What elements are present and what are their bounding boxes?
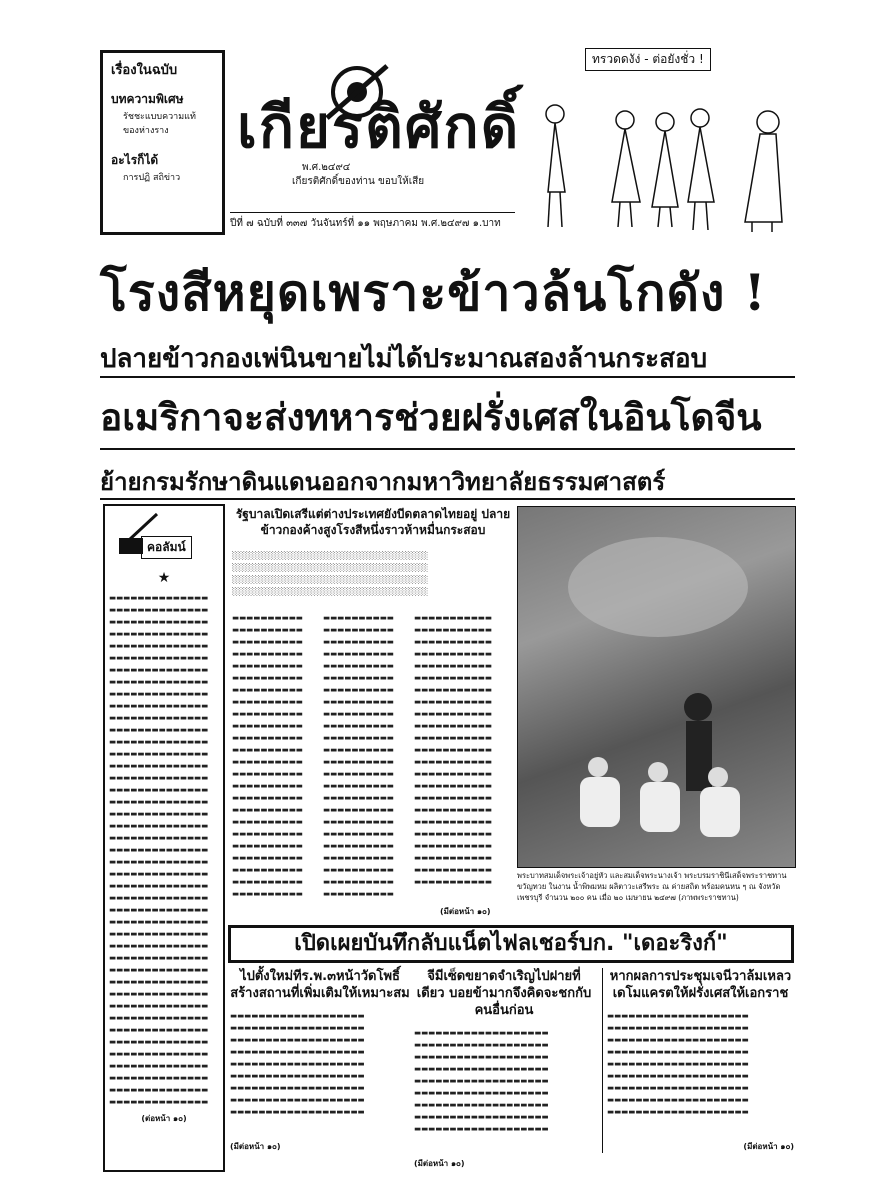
issue-line: ปีที่ ๗ ฉบับที่ ๓๓๗ วันจันทร์ที่ ๑๑ พฤษภาคม พ.ศ.๒๔๙๗ ๑.บาท [230, 212, 515, 231]
bottom-story-3 [602, 968, 794, 1153]
column-continued: (ต่อหน้า ๑๐) [141, 1114, 187, 1123]
bottom-story-2-text: ▬▬▬▬▬▬▬▬▬▬▬▬▬▬▬▬▬▬▬ ▬▬▬▬▬▬▬▬▬▬▬▬▬▬▬▬▬▬▬ ▬▬▬▬▬▬▬▬▬▬▬▬▬▬▬▬▬▬▬ ▬▬▬▬▬▬▬▬▬▬▬▬▬▬▬▬▬▬▬ ▬▬▬▬▬▬▬▬▬▬▬▬▬▬▬▬▬▬▬ ▬▬▬▬▬▬▬▬▬▬▬▬▬▬▬▬▬▬▬ ▬▬▬▬▬▬▬▬▬▬▬▬▬▬▬▬▬▬▬ ▬▬▬▬▬▬▬▬▬▬▬▬▬▬▬▬▬▬▬ ▬▬▬▬▬▬▬▬▬▬▬▬▬▬▬▬▬▬▬ [414, 1028, 549, 1133]
masthead [232, 60, 521, 195]
bottom-story-2 [414, 968, 594, 1170]
third-headline: อเมริกาจะส่งทหารช่วยฝรั่งเศสในอินโดจีน [100, 395, 762, 439]
contents-sub-1a: รัชชะแบบความแท้ [123, 112, 196, 122]
bottom-story-2-continued: (มีต่อหน้า ๑๐) [414, 1159, 465, 1168]
masthead-title: เกียรติศักดิ์ [237, 93, 521, 161]
main-headline: โรงสีหยุดเพราะข้าวล้นโกดัง ! [100, 263, 767, 322]
photo-caption: พระบาทสมเด็จพระเจ้าอยู่หัว และสมเด็จพระนางเจ้า พระบรมราชินีเสด็จพระราชทาน ขวัญทวย ในงาน น้ำพิพมหม ผลิตาวะเสรีพระ ณ ค่ายสถิต พร้อมคนหน ๆ ณ จังหวัดเพชรบุรี จำนวน ๒๐๐ คน เมื่อ ๒๐ เมษายน ๒๔๙๗ (ภาพพระราชทาน) [517, 871, 787, 902]
bottom-banner: เปิดเผยบันทึกลับแน็ตไฟลเชอร์บก. "เดอะริงก์" [228, 925, 794, 963]
cartoon-caption: ทรวดดงัง่ - ต่อยังชั่ว ! [585, 48, 711, 71]
bottom-story-1-headline: ไปตั้งใหม่ทีร.พ.๓หน้าวัดโพธิ์ สร้างสถานที่เพิ่มเติมให้เหมาะสม [230, 969, 410, 1001]
bottom-story-3-continued: (มีต่อหน้า ๑๐) [743, 1142, 794, 1151]
bottom-story-3-headline: หากผลการประชุมเจนีวาล้มเหลว เดโมแครตให้ฝรั่งเศสให้เอกราช [609, 969, 792, 1001]
story-col-1: ▬▬▬▬▬▬▬▬▬▬ ▬▬▬▬▬▬▬▬▬▬ ▬▬▬▬▬▬▬▬▬▬ ▬▬▬▬▬▬▬▬▬▬ ▬▬▬▬▬▬▬▬▬▬ ▬▬▬▬▬▬▬▬▬▬ ▬▬▬▬▬▬▬▬▬▬ ▬▬▬▬▬▬▬▬▬▬ ▬▬▬▬▬▬▬▬▬▬ ▬▬▬▬▬▬▬▬▬▬ ▬▬▬▬▬▬▬▬▬▬ ▬▬▬▬▬▬▬▬▬▬ ▬▬▬▬▬▬▬▬▬▬ ▬▬▬▬▬▬▬▬▬▬ ▬▬▬▬▬▬▬▬▬▬ ▬▬▬▬▬▬▬▬▬▬ ▬▬▬▬▬▬▬▬▬▬ ▬▬▬▬▬▬▬▬▬▬ ▬▬▬▬▬▬▬▬▬▬ ▬▬▬▬▬▬▬▬▬▬ ▬▬▬▬▬▬▬▬▬▬ ▬▬▬▬▬▬▬▬▬▬ ▬▬▬▬▬▬▬▬▬▬ ▬▬▬▬▬▬▬▬▬▬ [232, 613, 303, 898]
divider [100, 498, 795, 500]
contents-sub-2a: การปฏิ สถิข่าว [123, 173, 181, 183]
contents-box [100, 50, 225, 235]
story-col-3: ▬▬▬▬▬▬▬▬▬▬▬ ▬▬▬▬▬▬▬▬▬▬▬ ▬▬▬▬▬▬▬▬▬▬▬ ▬▬▬▬▬▬▬▬▬▬▬ ▬▬▬▬▬▬▬▬▬▬▬ ▬▬▬▬▬▬▬▬▬▬▬ ▬▬▬▬▬▬▬▬▬▬▬ ▬▬▬▬▬▬▬▬▬▬▬ ▬▬▬▬▬▬▬▬▬▬▬ ▬▬▬▬▬▬▬▬▬▬▬ ▬▬▬▬▬▬▬▬▬▬▬ ▬▬▬▬▬▬▬▬▬▬▬ ▬▬▬▬▬▬▬▬▬▬▬ ▬▬▬▬▬▬▬▬▬▬▬ ▬▬▬▬▬▬▬▬▬▬▬ ▬▬▬▬▬▬▬▬▬▬▬ ▬▬▬▬▬▬▬▬▬▬▬ ▬▬▬▬▬▬▬▬▬▬▬ ▬▬▬▬▬▬▬▬▬▬▬ ▬▬▬▬▬▬▬▬▬▬▬ ▬▬▬▬▬▬▬▬▬▬▬ ▬▬▬▬▬▬▬▬▬▬▬ ▬▬▬▬▬▬▬▬▬▬▬ [414, 613, 492, 886]
contents-heading-2: อะไรก็ได้ [111, 153, 159, 167]
column-label: คอลัมน์ [141, 536, 192, 559]
second-headline: ปลายข้าวกองเพ่นินขายไม่ได้ประมาณสองล้านกระสอบ [100, 344, 708, 374]
story-continued: (มีต่อหน้า ๑๐) [440, 907, 491, 916]
royal-photo [517, 506, 796, 868]
story-subhead: รัฐบาลเปิดเสรีแต่ต่างประเทศยังบีดตลาดไทยอยู่ ปลายข้าวกองค้างสูงโรงสีหนึ่งราวห้าหมื่นกระสอบ [235, 507, 511, 537]
contents-heading-1: บทความพิเศษ [111, 92, 184, 106]
bottom-story-3-text: ▬▬▬▬▬▬▬▬▬▬▬▬▬▬▬▬▬▬▬▬ ▬▬▬▬▬▬▬▬▬▬▬▬▬▬▬▬▬▬▬▬ ▬▬▬▬▬▬▬▬▬▬▬▬▬▬▬▬▬▬▬▬ ▬▬▬▬▬▬▬▬▬▬▬▬▬▬▬▬▬▬▬▬ ▬▬▬▬▬▬▬▬▬▬▬▬▬▬▬▬▬▬▬▬ ▬▬▬▬▬▬▬▬▬▬▬▬▬▬▬▬▬▬▬▬ ▬▬▬▬▬▬▬▬▬▬▬▬▬▬▬▬▬▬▬▬ ▬▬▬▬▬▬▬▬▬▬▬▬▬▬▬▬▬▬▬▬ ▬▬▬▬▬▬▬▬▬▬▬▬▬▬▬▬▬▬▬▬ [607, 1011, 749, 1116]
star-icon: ★ [157, 570, 171, 586]
column-body-text: ▬▬▬▬▬▬▬▬▬▬▬▬▬▬ ▬▬▬▬▬▬▬▬▬▬▬▬▬▬ ▬▬▬▬▬▬▬▬▬▬▬▬▬▬ ▬▬▬▬▬▬▬▬▬▬▬▬▬▬ ▬▬▬▬▬▬▬▬▬▬▬▬▬▬ ▬▬▬▬▬▬▬▬▬▬▬▬▬▬ ▬▬▬▬▬▬▬▬▬▬▬▬▬▬ ▬▬▬▬▬▬▬▬▬▬▬▬▬▬ ▬▬▬▬▬▬▬▬▬▬▬▬▬▬ ▬▬▬▬▬▬▬▬▬▬▬▬▬▬ ▬▬▬▬▬▬▬▬▬▬▬▬▬▬ ▬▬▬▬▬▬▬▬▬▬▬▬▬▬ ▬▬▬▬▬▬▬▬▬▬▬▬▬▬ ▬▬▬▬▬▬▬▬▬▬▬▬▬▬ ▬▬▬▬▬▬▬▬▬▬▬▬▬▬ ▬▬▬▬▬▬▬▬▬▬▬▬▬▬ ▬▬▬▬▬▬▬▬▬▬▬▬▬▬ ▬▬▬▬▬▬▬▬▬▬▬▬▬▬ ▬▬▬▬▬▬▬▬▬▬▬▬▬▬ ▬▬▬▬▬▬▬▬▬▬▬▬▬▬ ▬▬▬▬▬▬▬▬▬▬▬▬▬▬ ▬▬▬▬▬▬▬▬▬▬▬▬▬▬ ▬▬▬▬▬▬▬▬▬▬▬▬▬▬ ▬▬▬▬▬▬▬▬▬▬▬▬▬▬ ▬▬▬▬▬▬▬▬▬▬▬▬▬▬ ▬▬▬▬▬▬▬▬▬▬▬▬▬▬ ▬▬▬▬▬▬▬▬▬▬▬▬▬▬ ▬▬▬▬▬▬▬▬▬▬▬▬▬▬ ▬▬▬▬▬▬▬▬▬▬▬▬▬▬ ▬▬▬▬▬▬▬▬▬▬▬▬▬▬ ▬▬▬▬▬▬▬▬▬▬▬▬▬▬ ▬▬▬▬▬▬▬▬▬▬▬▬▬▬ ▬▬▬▬▬▬▬▬▬▬▬▬▬▬ ▬▬▬▬▬▬▬▬▬▬▬▬▬▬ ▬▬▬▬▬▬▬▬▬▬▬▬▬▬ ▬▬▬▬▬▬▬▬▬▬▬▬▬▬ ▬▬▬▬▬▬▬▬▬▬▬▬▬▬ ▬▬▬▬▬▬▬▬▬▬▬▬▬▬ ▬▬▬▬▬▬▬▬▬▬▬▬▬▬ ▬▬▬▬▬▬▬▬▬▬▬▬▬▬ ▬▬▬▬▬▬▬▬▬▬▬▬▬▬ ▬▬▬▬▬▬▬▬▬▬▬▬▬▬ ▬▬▬▬▬▬▬▬▬▬▬▬▬▬ [109, 593, 209, 1106]
bottom-story-1-continued: (มีต่อหน้า ๑๐) [230, 1142, 281, 1151]
photo-figures-icon [518, 507, 795, 867]
bottom-story-1 [230, 968, 410, 1153]
cartoon [520, 42, 794, 242]
story-lead-text: ░░░░░░░░░░░░░░░░░░░░░░░░░░░░░░░░░░ ░░░░░░░░░░░░░░░░░░░░░░░░░░░░░░░░░░ ░░░░░░░░░░░░░░░░░░░░░░░░░░░░░░░░░░ ░░░░░░░░░░░░░░░░░░░░░░░░░░░░░░░░░░ [232, 551, 429, 596]
cartoon-drawing-icon [520, 42, 794, 242]
bottom-story-2-headline: จีมีเซ็ดขยาดจำเริญไปฝายที่เดียว บอยข้ามากจึงคิดจะชกกับคนอื่นก่อน [416, 969, 592, 1018]
masthead-motto: เกียรติศักดิ์ของท่าน ขอบให้เสีย [292, 176, 425, 187]
contents-sub-1b: ของห่างราง [123, 126, 169, 136]
contents-title: เรื่องในฉบับ [111, 63, 178, 78]
masthead-year: พ.ศ.๒๔๙๔ [302, 162, 351, 173]
story-col-2: ▬▬▬▬▬▬▬▬▬▬ ▬▬▬▬▬▬▬▬▬▬ ▬▬▬▬▬▬▬▬▬▬ ▬▬▬▬▬▬▬▬▬▬ ▬▬▬▬▬▬▬▬▬▬ ▬▬▬▬▬▬▬▬▬▬ ▬▬▬▬▬▬▬▬▬▬ ▬▬▬▬▬▬▬▬▬▬ ▬▬▬▬▬▬▬▬▬▬ ▬▬▬▬▬▬▬▬▬▬ ▬▬▬▬▬▬▬▬▬▬ ▬▬▬▬▬▬▬▬▬▬ ▬▬▬▬▬▬▬▬▬▬ ▬▬▬▬▬▬▬▬▬▬ ▬▬▬▬▬▬▬▬▬▬ ▬▬▬▬▬▬▬▬▬▬ ▬▬▬▬▬▬▬▬▬▬ ▬▬▬▬▬▬▬▬▬▬ ▬▬▬▬▬▬▬▬▬▬ ▬▬▬▬▬▬▬▬▬▬ ▬▬▬▬▬▬▬▬▬▬ ▬▬▬▬▬▬▬▬▬▬ ▬▬▬▬▬▬▬▬▬▬ ▬▬▬▬▬▬▬▬▬▬ [323, 613, 394, 898]
column-box [103, 504, 225, 1172]
divider [100, 376, 795, 378]
fourth-headline: ย้ายกรมรักษาดินแดนออกจากมหาวิทยาลัยธรรมศาสตร์ [100, 468, 666, 496]
divider [100, 448, 795, 450]
bottom-story-1-text: ▬▬▬▬▬▬▬▬▬▬▬▬▬▬▬▬▬▬▬ ▬▬▬▬▬▬▬▬▬▬▬▬▬▬▬▬▬▬▬ ▬▬▬▬▬▬▬▬▬▬▬▬▬▬▬▬▬▬▬ ▬▬▬▬▬▬▬▬▬▬▬▬▬▬▬▬▬▬▬ ▬▬▬▬▬▬▬▬▬▬▬▬▬▬▬▬▬▬▬ ▬▬▬▬▬▬▬▬▬▬▬▬▬▬▬▬▬▬▬ ▬▬▬▬▬▬▬▬▬▬▬▬▬▬▬▬▬▬▬ ▬▬▬▬▬▬▬▬▬▬▬▬▬▬▬▬▬▬▬ ▬▬▬▬▬▬▬▬▬▬▬▬▬▬▬▬▬▬▬ [230, 1011, 365, 1116]
